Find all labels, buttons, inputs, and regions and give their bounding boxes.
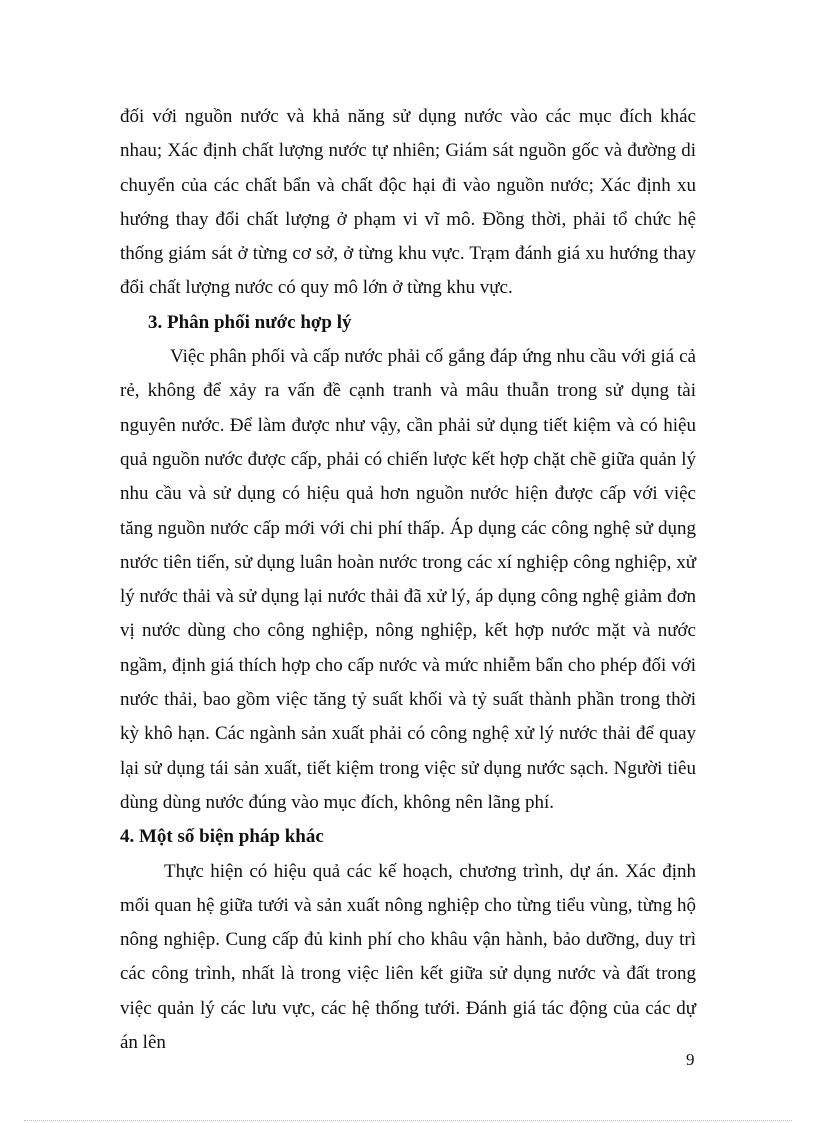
section-heading-4: 4. Một số biện pháp khác — [120, 826, 324, 848]
section-heading-3: 3. Phân phối nước hợp lý — [148, 311, 352, 333]
page-number: 9 — [686, 1050, 695, 1069]
paragraph-section-3: Việc phân phối và cấp nước phải cố gắng đáp ứng nhu cầu với giá cả rẻ, không để xảy ra vấn đề cạnh tranh và mâu thuẫn trong sử dụng tài nguyên nước. Để làm được như vậy, cần phải sử dụng tiết kiệm và có hiệu quả nguồn nước được cấp, phải có chiến lược kết hợp chặt chẽ giữa quản lý nhu cầu và sử dụng có hiệu quả hơn nguồn nước hiện được cấp với việc tăng nguồn nước cấp mới với chi phí thấp. Áp dụng các công nghệ sử dụng nước tiên tiến, sử dụng luân hoàn nước trong các xí nghiệp công nghiệp, xử lý nước thải và sử dụng lại nước thải đã xử lý, áp dụng công nghệ giảm đơn vị nước dùng cho công nghiệp, nông nghiệp, kết hợp nước mặt và nước ngầm, định giá thích hợp cho cấp nước và mức nhiễm bẩn cho phép đối với nước thải, bao gồm việc tăng tỷ suất khối và tỷ suất thành phần trong thời kỳ khô hạn. Các ngành sản xuất phải có công nghệ xử lý nước thải để quay lại sử dụng tái sản xuất, tiết kiệm trong việc sử dụng nước sạch. Người tiêu dùng dùng nước đúng vào mục đích, không nên lãng phí. — [120, 346, 696, 813]
page-bottom-border — [24, 1120, 792, 1121]
paragraph-intro-continuation: đối với nguồn nước và khả năng sử dụng nước vào các mục đích khác nhau; Xác định chất lượng nước tự nhiên; Giám sát nguồn gốc và đường di chuyển của các chất bẩn và chất độc hại đi vào nguồn nước; Xác định xu hướng thay đổi chất lượng ở phạm vi vĩ mô. Đồng thời, phải tổ chức hệ thống giám sát ở từng cơ sở, ở từng khu vực. Trạm đánh giá xu hướng thay đổi chất lượng nước có quy mô lớn ở từng khu vực. — [120, 106, 696, 299]
page-body — [120, 100, 696, 1060]
paragraph-section-4: Thực hiện có hiệu quả các kế hoạch, chương trình, dự án. Xác định mối quan hệ giữa tưới và sản xuất nông nghiệp cho từng tiểu vùng, từng hộ nông nghiệp. Cung cấp đủ kinh phí cho khâu vận hành, bảo dưỡng, duy trì các công trình, nhất là trong việc liên kết giữa sử dụng nước và đất trong việc quản lý các lưu vực, các hệ thống tưới. Đánh giá tác động của các dự án lên — [120, 860, 696, 1054]
